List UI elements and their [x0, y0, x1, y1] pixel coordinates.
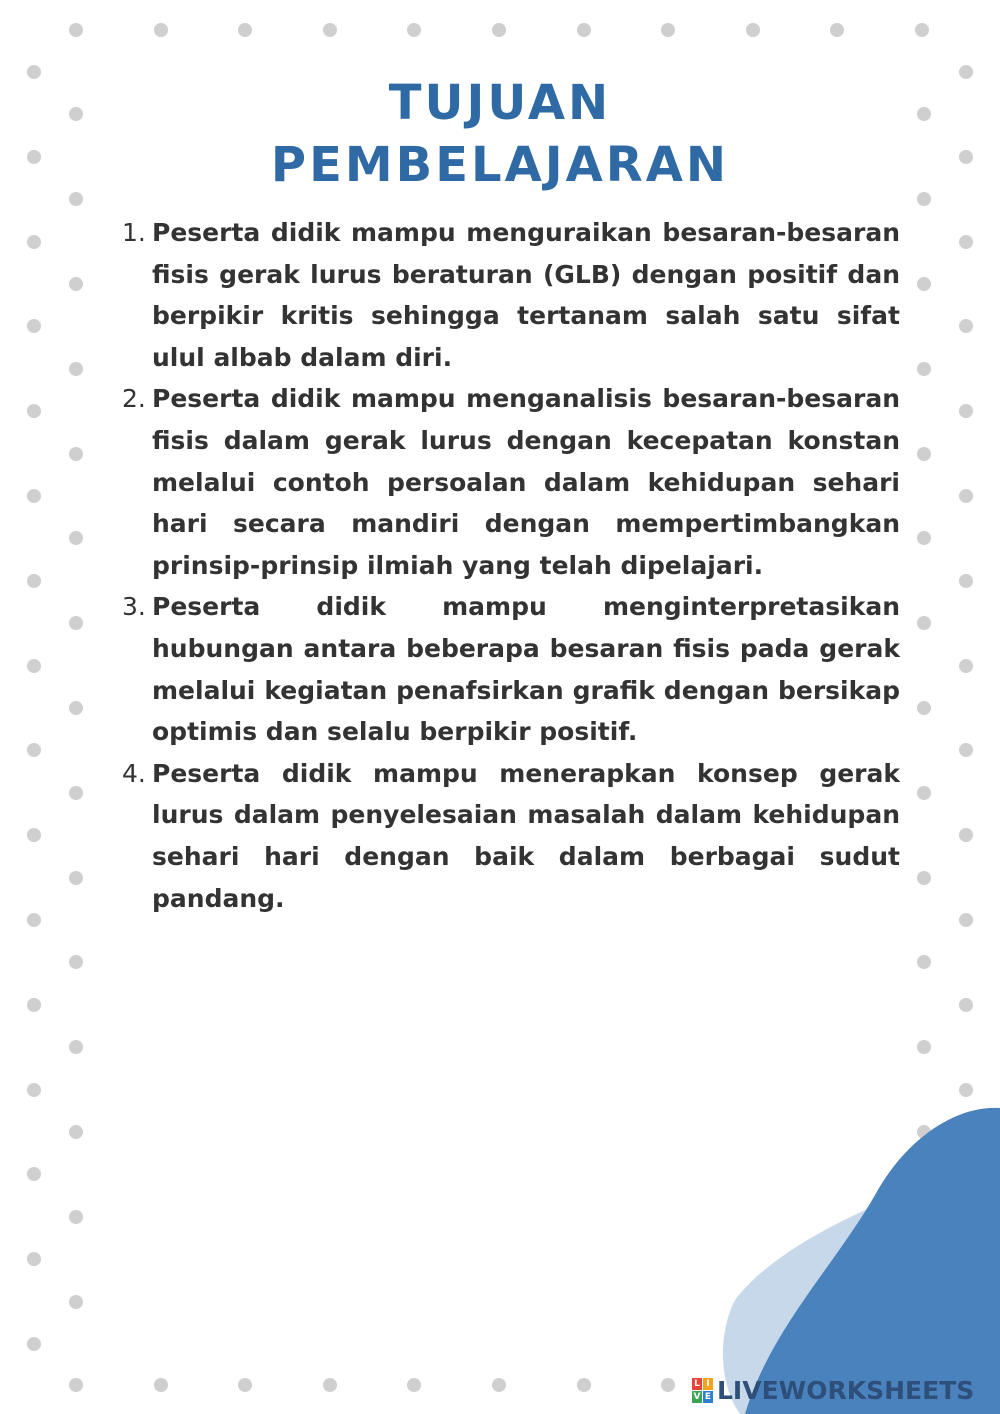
logo-letter: E	[704, 1391, 712, 1402]
logo-letter: L	[692, 1378, 702, 1390]
objective-number: 3.	[122, 592, 146, 622]
logo-letter: I	[703, 1378, 713, 1390]
objective-number: 2.	[122, 384, 146, 414]
liveworksheets-logo-icon	[692, 1378, 713, 1403]
title-line-1: TUJUAN	[388, 75, 612, 131]
objective-item	[122, 212, 900, 378]
objective-text: Peserta didik mampu menerapkan konsep gerak lurus dalam penyelesaian masalah dalam kehidupan sehari hari dengan baik dalam berbagai sudut pandang.	[152, 758, 900, 913]
watermark-text: LIVEWORKSHEETS	[717, 1375, 975, 1405]
objective-number: 1.	[122, 218, 146, 247]
objective-item	[122, 586, 900, 752]
objective-text: Peserta didik mampu menguraikan besaran-besaran fisis gerak lurus beraturan (GLB) dengan positif dan berpikir kritis sehingga tertanam salah satu sifat ulul albab dalam diri.	[152, 218, 900, 372]
objectives-list	[122, 212, 900, 919]
liveworksheets-watermark	[692, 1374, 974, 1406]
page-title	[0, 72, 1000, 196]
title-line-2: PEMBELAJARAN	[270, 137, 730, 193]
objective-number: 4.	[122, 758, 146, 788]
objective-item	[122, 753, 900, 919]
logo-letter: V	[693, 1391, 701, 1402]
objective-text: Peserta didik mampu menginterpretasikan hubungan antara beberapa besaran fisis pada gerak melalui kegiatan penafsirkan grafik dengan bersikap optimis dan selalu berpikir positif.	[152, 592, 900, 747]
objective-text: Peserta didik mampu menganalisis besaran-besaran fisis dalam gerak lurus dengan kecepatan konstan melalui contoh persoalan dalam kehidupan sehari hari secara mandiri dengan mempertimbangkan prinsip-prinsip ilmiah yang telah dipelajari.	[152, 384, 900, 580]
objective-item	[122, 378, 900, 586]
